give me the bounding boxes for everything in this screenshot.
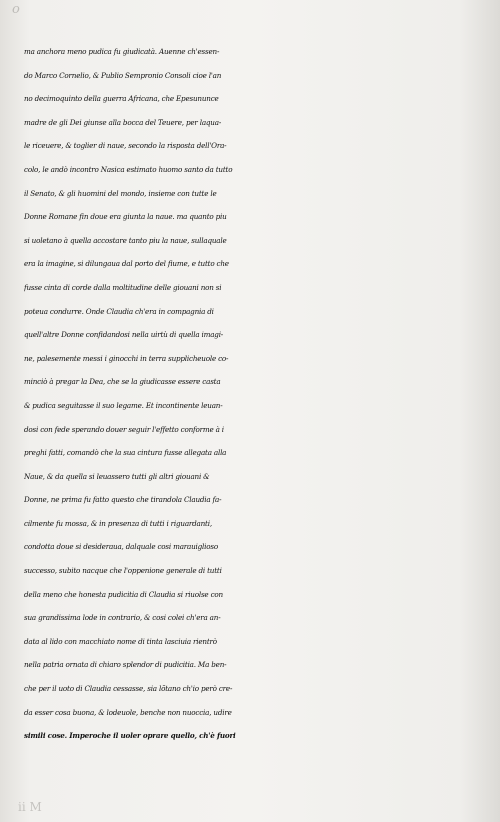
text-line-26: data al lido con macchiato nome di tinta lasciuia rientrò [24,636,217,646]
text-line-12: poteua condurre. Onde Claudia ch'era in compagnia di [24,306,214,316]
text-line-17: dosi con fede sperando douer seguir l'effetto conforme à i [24,424,224,434]
text-line-21: cilmente fu mossa, & in presenza di tutti i riguardanti, [24,518,212,528]
text-line-29: da esser cosa buona, & lodeuole, benche non nuoccia, udire [24,707,232,717]
text-line-24: della meno che honesta pudicitia di Claudia si riuolse con [24,589,223,599]
text-line-11: fusse cinta di corde dalla moltitudine delle giouani non si [24,282,222,292]
text-line-28: che per il uoto di Claudia cessasse, sia lõtano ch'io però cre- [24,684,233,694]
text-line-18: preghi fatti, comandò che la sua cintura fusse allegata alla [24,448,227,458]
bottom-mark: ii M [18,800,42,814]
text-line-20: Donne, ne prima fu fatto questo che tirandola Claudia fa- [24,495,222,505]
text-line-4: madre de gli Dei giunse alla bocca del Teuere, per laqua- [24,117,222,127]
text-line-5: le riceuere, & toglier di naue, secondo la risposta dell'Ora- [24,141,227,151]
text-line-30: simili cose. Imperoche il uoler oprare quello, ch'è fuori [24,731,236,741]
text-line-6: colo, le andò incontro Nasica estimato huomo santo da tutto [24,164,233,174]
text-line-19: Naue, & da quella si leuassero tutti gli altri giouani & [24,471,210,481]
text-line-13: quell'altre Donne confidandosi nella uirtù di quella imagi- [24,330,224,340]
text-line-15: minciò à pregar la Dea, che se la giudicasse essere casta [24,377,221,387]
text-line-2: do Marco Cornelio, & Publio Sempronio Consoli cioe l'an [24,70,222,80]
text-line-22: condotta doue si desideraua, dalquale cosi marauiglioso [24,542,218,552]
text-line-27: nella patria ornata di chiaro splendor di pudicitia. Ma ben- [24,660,227,670]
body-text [24,40,484,748]
text-line-16: & pudica seguitasse il suo legame. Et incontinente leuan- [24,400,223,410]
text-line-3: no decimoquinto della guerra Africana, che Epesununce [24,94,219,104]
text-line-14: ne, palesemente messi i ginocchi in terra supplicheuole co- [24,353,229,363]
text-line-23: successo, subito nacque che l'oppenione generale di tutti [24,566,222,576]
text-line-25: sua grandissima lode in contrario, & cosi colei ch'era an- [24,613,221,623]
text-line-9: si uoletano à quella accostare tanto piu la naue, sullaquale [24,235,227,245]
text-line-1: ma anchora meno pudica fu giudicatà. Auenne ch'essen- [24,47,220,56]
text-line-8: Donne Romane fin doue era giunta la naue. ma quanto piu [24,212,227,222]
text-line-10: era la imagine, si dilungaua dal porto del fiume, e tutto che [24,259,229,269]
text-line-7: il Senato, & gli huomini del mondo, insieme con tutte le [24,188,217,198]
folio-mark: o [12,2,20,17]
